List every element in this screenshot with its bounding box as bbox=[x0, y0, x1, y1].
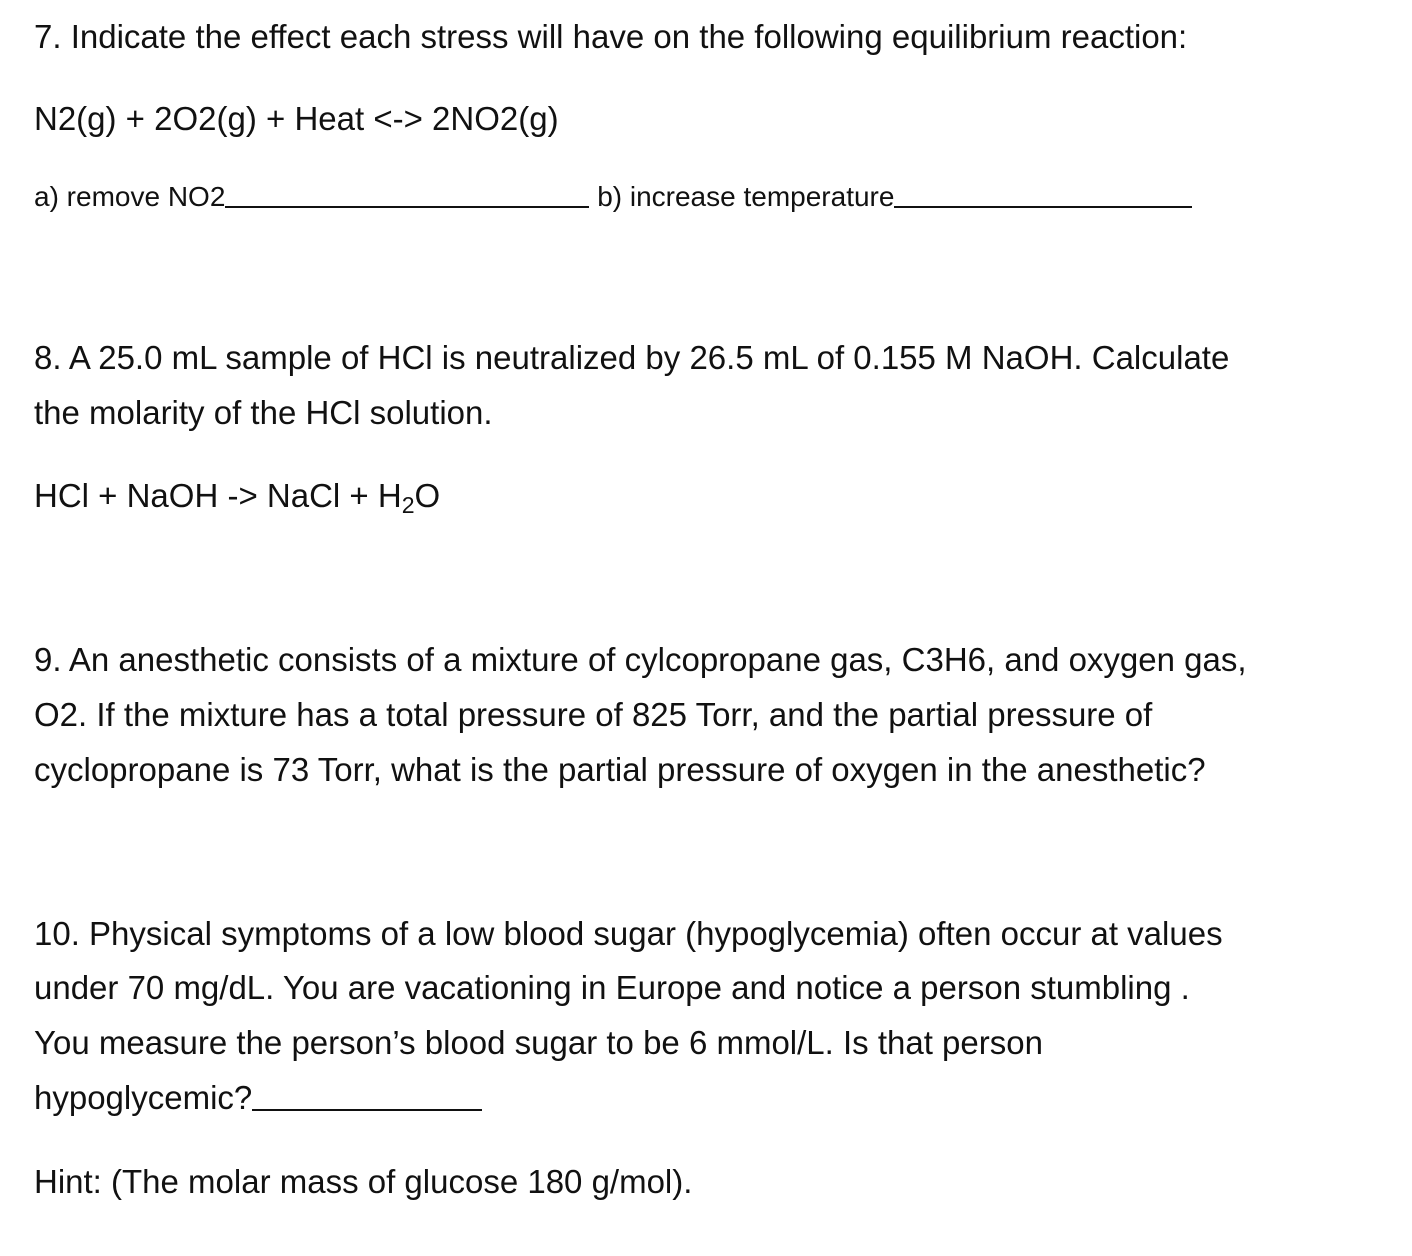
q8-line-1: 8. A 25.0 mL sample of HCl is neutralized by 26.5 mL of 0.155 M NaOH. Calculate bbox=[34, 339, 1230, 376]
q7-part-a-answer-blank[interactable] bbox=[225, 206, 589, 208]
q7-part-a-label: a) remove NO2 bbox=[34, 181, 226, 212]
q7-answer-row bbox=[34, 183, 1192, 211]
q9-line-3: cyclopropane is 73 Torr, what is the partial pressure of oxygen in the anesthetic? bbox=[34, 751, 1206, 788]
q8-equation-subscript: 2 bbox=[401, 491, 415, 518]
q7-part-b-label: b) increase temperature bbox=[597, 181, 895, 212]
q9-line-2: O2. If the mixture has a total pressure of 825 Torr, and the partial pressure of bbox=[34, 696, 1153, 733]
q7-prompt: 7. Indicate the effect each stress will have on the following equilibrium reaction: bbox=[34, 18, 1188, 55]
q9-line-1: 9. An anesthetic consists of a mixture of cylcopropane gas, C3H6, and oxygen gas, bbox=[34, 641, 1247, 678]
q8-line-2: the molarity of the HCl solution. bbox=[34, 394, 493, 431]
q10-hint: Hint: (The molar mass of glucose 180 g/mol). bbox=[34, 1163, 693, 1200]
q10-answer-blank[interactable] bbox=[252, 1109, 482, 1111]
q8-equation-main: HCl + NaOH -> NaCl + H bbox=[34, 477, 402, 514]
q10-question-label: hypoglycemic? bbox=[34, 1079, 253, 1116]
q7-part-b-answer-blank[interactable] bbox=[894, 206, 1192, 208]
q8-equation bbox=[34, 477, 441, 518]
q10-line-4 bbox=[34, 1081, 482, 1114]
q10-line-1: 10. Physical symptoms of a low blood sugar (hypoglycemia) often occur at values bbox=[34, 915, 1223, 952]
q7-reaction: N2(g) + 2O2(g) + Heat <-> 2NO2(g) bbox=[34, 100, 559, 137]
q10-line-2: under 70 mg/dL. You are vacationing in Europe and notice a person stumbling . bbox=[34, 969, 1190, 1006]
q8-equation-end: O bbox=[414, 477, 441, 514]
q10-line-3: You measure the person’s blood sugar to be 6 mmol/L. Is that person bbox=[34, 1024, 1043, 1061]
